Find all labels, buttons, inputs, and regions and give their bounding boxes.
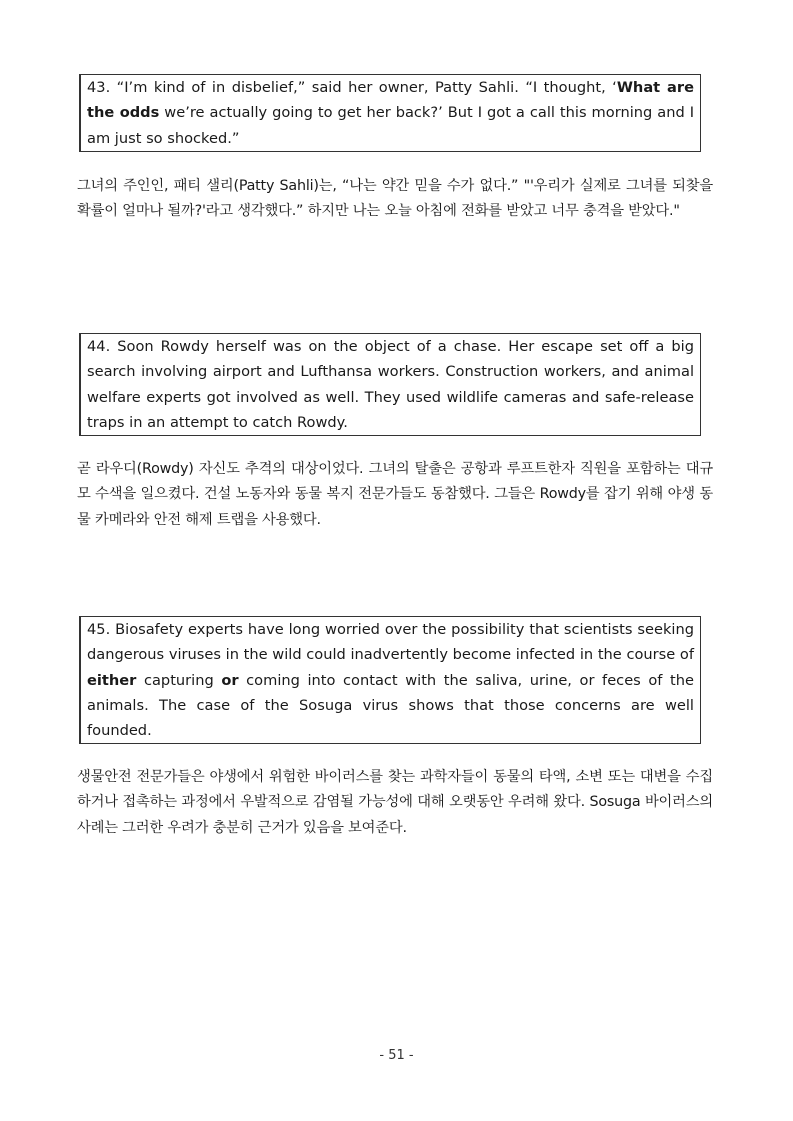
q45-highlight-either: either <box>87 671 137 689</box>
q45-text-e: coming into contact with the saliva, urine, or feces of the animals. The case of the Sosuga virus shows that those concerns are well founded. <box>87 671 694 740</box>
page-number: - 51 - <box>379 1048 414 1063</box>
q43-text-c: we’re actually going to get her back?’ But I got a call this morning and I am just so shocked.” <box>87 104 695 147</box>
translation-44: 곧 라우디(Rowdy) 자신도 추격의 대상이었다. 그녀의 탈출은 공항과 루프트한자 직원을 포함하는 대규모 수색을 일으켰다. 건설 노동자와 동물 복지 전문가들도 동참했다. 그들은 Rowdy를 잡기 위해 야생 동물 카메라와 안전 해제 트랩을 사용했다. <box>77 461 713 528</box>
q45-text-c: capturing <box>136 671 222 689</box>
q45-highlight-or: or <box>221 671 239 689</box>
q43-highlight: What are the odds <box>87 79 694 122</box>
translation-45: 생물안전 전문가들은 야생에서 위험한 바이러스를 찾는 과학자들이 동물의 타액, 소변 또는 대변을 수집하거나 접촉하는 과정에서 우발적으로 감염될 가능성에 대해 오랫동안 우려해 왔다. Sosuga 바이러스의 사례는 그러한 우려가 충분히 근거가 있음을 보여준다. <box>77 769 713 836</box>
q45-text-a: 45. Biosafety experts have long worried over the possibility that scientists seeking dangerous viruses in the wild could inadvertently become infected in the course of <box>87 621 694 664</box>
q44-text: 44. Soon Rowdy herself was on the object of a chase. Her escape set off a big search involving airport and Lufthansa workers. Construction workers, and animal welfare experts got involved as well. They used wildlife cameras and safe-release traps in an attempt to catch Rowdy. <box>87 338 694 431</box>
question-43-box <box>79 74 701 152</box>
translation-43: 그녀의 주인인, 패티 샐리(Patty Sahli)는, “나는 약간 믿을 수가 없다.” "'우리가 실제로 그녀를 되찾을 확률이 얼마나 될까?'라고 생각했다.” 하지만 나는 오늘 아침에 전화를 받았고 너무 충격을 받았다." <box>77 178 713 220</box>
q43-text-a: 43. “I’m kind of in disbelief,” said her owner, Patty Sahli. “I thought, ‘ <box>87 79 617 96</box>
question-44-box <box>79 333 701 436</box>
question-45-box <box>79 616 701 744</box>
